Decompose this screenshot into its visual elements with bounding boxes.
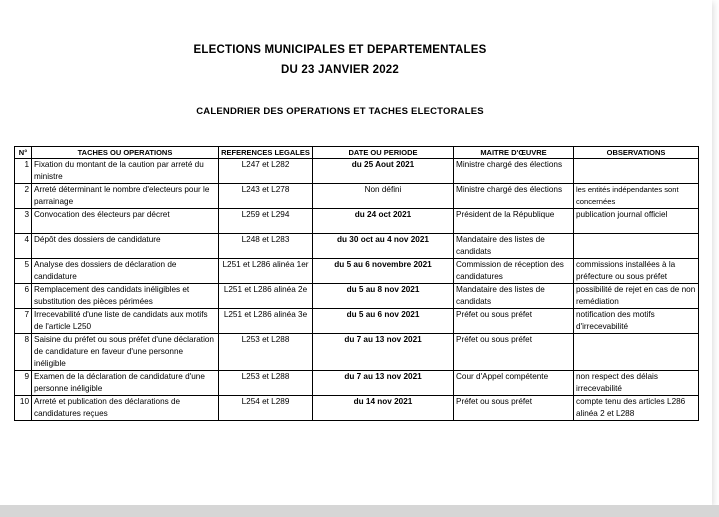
row-reference: L248 et L283 (219, 234, 313, 259)
table-row (15, 159, 699, 184)
row-reference: L243 et L278 (219, 184, 313, 209)
row-number: 1 (15, 159, 32, 184)
row-observations: publication journal officiel (574, 209, 699, 234)
row-task: Irrecevabilité d'une liste de candidats aux motifs de l'article L250 (32, 309, 219, 334)
row-reference: L259 et L294 (219, 209, 313, 234)
row-task: Analyse des dossiers de déclaration de candidature (32, 259, 219, 284)
col-date: DATE OU PERIODE (313, 147, 454, 159)
table-row (15, 184, 699, 209)
row-reference: L247 et L282 (219, 159, 313, 184)
col-number: N° (15, 147, 32, 159)
row-task: Convocation des électeurs par décret (32, 209, 219, 234)
document-subtitle: CALENDRIER DES OPERATIONS ET TACHES ELECTORALES (196, 106, 484, 117)
row-date: du 5 au 6 nov 2021 (313, 309, 454, 334)
row-observations: notification des motifs d'irrecevabilité (574, 309, 699, 334)
row-task: Dépôt des dossiers de candidature (32, 234, 219, 259)
row-number: 7 (15, 309, 32, 334)
col-tasks: TACHES OU OPERATIONS (32, 147, 219, 159)
row-observations: les entités indépendantes sont concernées (574, 184, 699, 209)
row-number: 2 (15, 184, 32, 209)
row-observations: compte tenu des articles L286 alinéa 2 et L288 (574, 396, 699, 421)
row-owner: Préfet ou sous préfet (454, 396, 574, 421)
row-task: Arreté et publication des déclarations de candidatures reçues (32, 396, 219, 421)
row-date: du 30 oct au 4 nov 2021 (313, 234, 454, 259)
row-task: Examen de la déclaration de candidature d'une personne inéligible (32, 371, 219, 396)
row-date: du 25 Aout 2021 (313, 159, 454, 184)
row-task: Arreté déterminant le nombre d'electeurs pour le parrainage (32, 184, 219, 209)
document-title: ELECTIONS MUNICIPALES ET DEPARTEMENTALES (193, 44, 487, 56)
row-date: du 14 nov 2021 (313, 396, 454, 421)
row-number: 9 (15, 371, 32, 396)
row-reference: L254 et L289 (219, 396, 313, 421)
row-date: du 7 au 13 nov 2021 (313, 334, 454, 371)
row-owner: Mandataire des listes de candidats (454, 234, 574, 259)
row-observations: commissions installées à la préfecture ou sous préfet (574, 259, 699, 284)
row-observations (574, 334, 699, 371)
row-date: du 24 oct 2021 (313, 209, 454, 234)
row-owner: Préfet ou sous préfet (454, 334, 574, 371)
row-observations: possibilité de rejet en cas de non remédiation (574, 284, 699, 309)
row-observations: non respect des délais irrecevabilité (574, 371, 699, 396)
row-task: Fixation du montant de la caution par arreté du ministre (32, 159, 219, 184)
row-date: du 7 au 13 nov 2021 (313, 371, 454, 396)
row-owner: Commission de réception des candidatures (454, 259, 574, 284)
row-owner: Ministre chargé des élections (454, 184, 574, 209)
row-number: 8 (15, 334, 32, 371)
table-row (15, 371, 699, 396)
row-reference: L253 et L288 (219, 334, 313, 371)
row-reference: L251 et L286 alinéa 3e (219, 309, 313, 334)
row-date: du 5 au 6 novembre 2021 (313, 259, 454, 284)
row-number: 4 (15, 234, 32, 259)
viewer-bottom-bar (0, 505, 719, 517)
table-header-row (15, 147, 699, 159)
calendar-table (14, 146, 699, 421)
election-date: DU 23 JANVIER 2022 (280, 64, 400, 76)
col-owner: MAITRE D'ŒUVRE (454, 147, 574, 159)
row-owner: Préfet ou sous préfet (454, 309, 574, 334)
row-observations (574, 159, 699, 184)
row-date: du 5 au 8 nov 2021 (313, 284, 454, 309)
row-number: 10 (15, 396, 32, 421)
row-reference: L253 et L288 (219, 371, 313, 396)
row-owner: Cour d'Appel compétente (454, 371, 574, 396)
row-owner: Ministre chargé des élections (454, 159, 574, 184)
row-observations (574, 234, 699, 259)
table-row (15, 334, 699, 371)
row-date: Non défini (313, 184, 454, 209)
col-references: REFERENCES LEGALES (219, 147, 313, 159)
row-task: Saisine du préfet ou sous préfet d'une déclaration de candidature en faveur d'une personne inéligible (32, 334, 219, 371)
row-reference: L251 et L286 alinéa 1er (219, 259, 313, 284)
row-task: Remplacement des candidats inéligibles et substitution des pièces périmées (32, 284, 219, 309)
row-reference: L251 et L286 alinéa 2e (219, 284, 313, 309)
col-observations: OBSERVATIONS (574, 147, 699, 159)
table-row (15, 284, 699, 309)
table-row (15, 259, 699, 284)
row-owner: Mandataire des listes de candidats (454, 284, 574, 309)
row-number: 6 (15, 284, 32, 309)
table-row (15, 234, 699, 259)
row-number: 3 (15, 209, 32, 234)
table-row (15, 209, 699, 234)
table-row (15, 309, 699, 334)
row-owner: Président de la République (454, 209, 574, 234)
table-row (15, 396, 699, 421)
row-number: 5 (15, 259, 32, 284)
